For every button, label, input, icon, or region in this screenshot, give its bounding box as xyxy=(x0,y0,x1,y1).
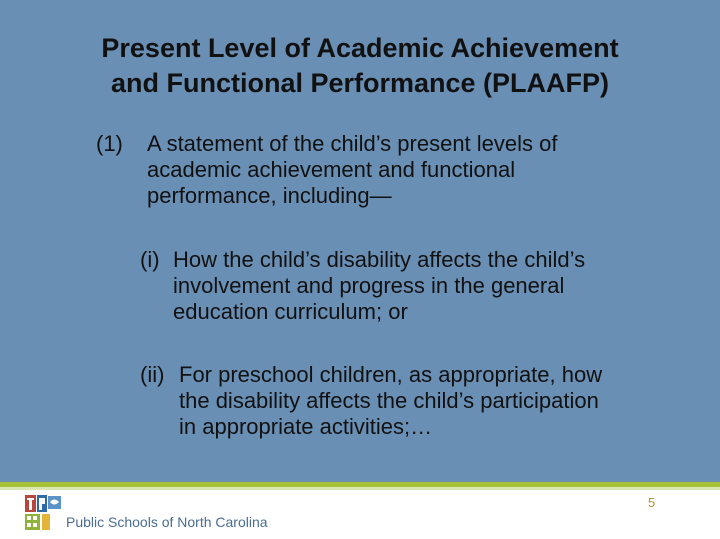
title-line-2: and Functional Performance (PLAAFP) xyxy=(110,68,610,98)
item-i-line-3: education curriculum; or xyxy=(173,299,408,324)
item-1-line-1: A statement of the child’s present levels of xyxy=(147,131,558,156)
item-i-label: (i) xyxy=(140,247,160,272)
footer-organization-name: Public Schools of North Carolina xyxy=(66,514,268,530)
item-ii-line-3: in appropriate activities;… xyxy=(179,414,433,439)
item-1-line-3: performance, including— xyxy=(147,183,392,208)
item-ii-label: (ii) xyxy=(140,362,165,387)
nc-public-schools-logo-icon xyxy=(24,494,62,532)
footer-accent-stripe-light xyxy=(0,487,720,490)
item-ii-line-1: For preschool children, as appropriate, how xyxy=(179,362,603,387)
item-1-text xyxy=(147,131,558,209)
item-1-label: (1) xyxy=(96,131,123,156)
item-1-line-2: academic achievement and functional xyxy=(147,157,516,182)
page-number: 5 xyxy=(648,495,656,510)
slide-title xyxy=(0,31,720,101)
item-i-text xyxy=(173,247,585,325)
item-i-line-1: How the child’s disability affects the child’s xyxy=(173,247,586,272)
item-i-line-2: involvement and progress in the general xyxy=(173,273,565,298)
title-line-1: Present Level of Academic Achievement xyxy=(101,33,619,63)
item-ii-text xyxy=(179,362,602,440)
item-ii-line-2: the disability affects the child’s participation xyxy=(179,388,599,413)
